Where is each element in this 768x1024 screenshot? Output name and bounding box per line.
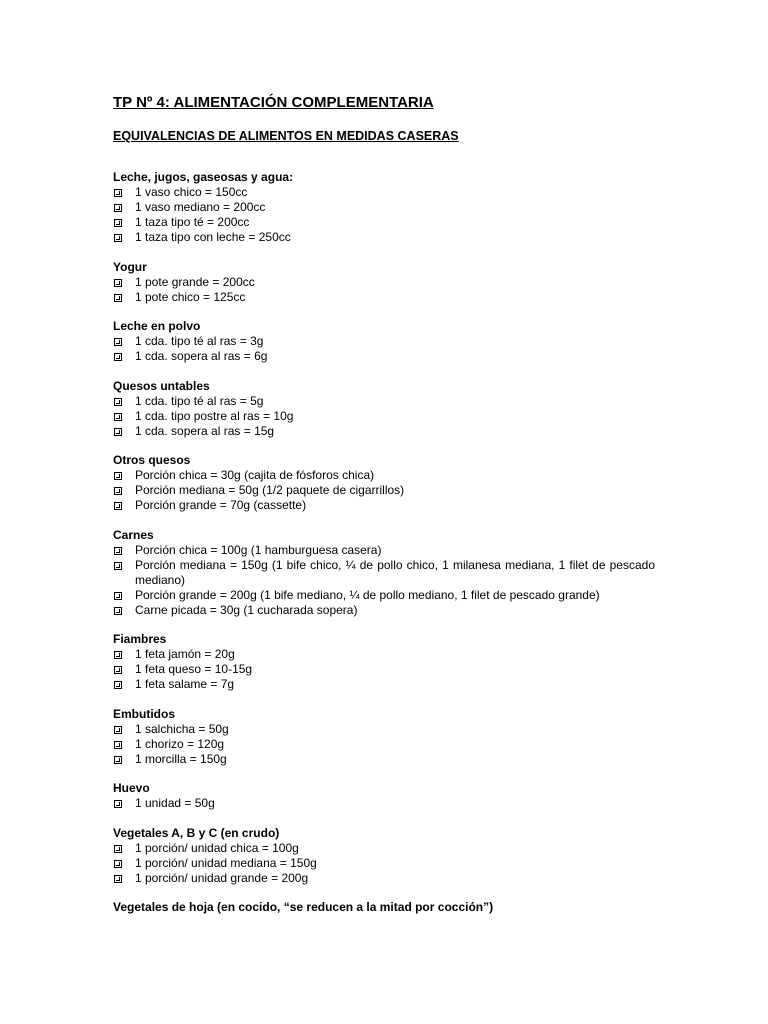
section bbox=[113, 260, 655, 305]
list-item-text: 1 cda. tipo té al ras = 5g bbox=[135, 393, 264, 408]
section-heading: Vegetales de hoja (en cocido, “se reducen a la mitad por cocción”) bbox=[113, 900, 494, 914]
section bbox=[113, 781, 655, 811]
list-item-text: 1 vaso mediano = 200cc bbox=[135, 200, 266, 214]
item-list bbox=[113, 185, 655, 245]
square-bullet-icon bbox=[114, 607, 122, 615]
square-bullet-icon bbox=[114, 875, 122, 883]
list-item-text: Porción mediana = 50g (1/2 paquete de cigarrillos) bbox=[135, 483, 405, 497]
section bbox=[113, 453, 655, 513]
item-list bbox=[113, 334, 655, 364]
square-bullet-icon bbox=[114, 279, 122, 287]
list-item-text: 1 cda. tipo postre al ras = 10g bbox=[135, 408, 294, 423]
list-item bbox=[113, 409, 655, 424]
section bbox=[113, 900, 655, 915]
list-item-text: Porción mediana = 150g (1 bife chico, ¼ de pollo chico, 1 milanesa mediana, 1 filet de pescado mediano) bbox=[135, 557, 655, 587]
document-page bbox=[113, 94, 655, 930]
list-item-text: 1 feta jamón = 20g bbox=[135, 647, 235, 661]
square-bullet-icon bbox=[114, 666, 122, 674]
list-item bbox=[113, 275, 655, 290]
list-item bbox=[113, 722, 655, 737]
list-item bbox=[113, 677, 655, 692]
item-list bbox=[113, 275, 655, 305]
list-item-text: Porción chica = 100g (1 hamburguesa casera) bbox=[135, 542, 382, 557]
section-heading: Yogur bbox=[113, 259, 147, 274]
list-item-text: 1 taza tipo con leche = 250cc bbox=[135, 230, 291, 244]
list-item bbox=[113, 185, 655, 200]
square-bullet-icon bbox=[114, 651, 122, 659]
section bbox=[113, 379, 655, 439]
item-list bbox=[113, 468, 655, 513]
list-item-text: 1 porción/ unidad chica = 100g bbox=[135, 840, 299, 855]
list-item bbox=[113, 468, 655, 483]
list-item bbox=[113, 543, 655, 558]
square-bullet-icon bbox=[114, 681, 122, 689]
section-heading: Fiambres bbox=[113, 632, 167, 646]
list-item bbox=[113, 856, 655, 871]
square-bullet-icon bbox=[114, 860, 122, 868]
list-item-text: Porción chica = 30g (cajita de fósforos chica) bbox=[135, 468, 375, 482]
section bbox=[113, 826, 655, 886]
item-list bbox=[113, 841, 655, 886]
list-item-text: 1 porción/ unidad mediana = 150g bbox=[135, 855, 317, 870]
list-item bbox=[113, 498, 655, 513]
item-list bbox=[113, 647, 655, 692]
square-bullet-icon bbox=[114, 234, 122, 242]
section bbox=[113, 528, 655, 618]
list-item-text: 1 pote chico = 125cc bbox=[135, 289, 246, 304]
list-item bbox=[113, 603, 655, 618]
list-item bbox=[113, 349, 655, 364]
square-bullet-icon bbox=[114, 592, 122, 600]
list-item bbox=[113, 737, 655, 752]
list-item-text: 1 pote grande = 200cc bbox=[135, 274, 255, 289]
sections-container bbox=[113, 170, 655, 915]
square-bullet-icon bbox=[114, 741, 122, 749]
square-bullet-icon bbox=[114, 562, 122, 570]
item-list bbox=[113, 394, 655, 439]
item-list bbox=[113, 722, 655, 767]
list-item bbox=[113, 558, 655, 588]
list-item bbox=[113, 662, 655, 677]
list-item bbox=[113, 752, 655, 767]
list-item bbox=[113, 796, 655, 811]
item-list bbox=[113, 796, 655, 811]
list-item-text: 1 taza tipo té = 200cc bbox=[135, 215, 250, 229]
section-heading: Embutidos bbox=[113, 706, 175, 721]
list-item-text: 1 cda. sopera al ras = 6g bbox=[135, 349, 268, 363]
square-bullet-icon bbox=[114, 398, 122, 406]
list-item-text: 1 salchicha = 50g bbox=[135, 721, 229, 736]
section-heading: Vegetales A, B y C (en crudo) bbox=[113, 825, 280, 840]
square-bullet-icon bbox=[114, 219, 122, 227]
list-item bbox=[113, 424, 655, 439]
section bbox=[113, 170, 655, 245]
list-item-text: 1 porción/ unidad grande = 200g bbox=[135, 870, 309, 885]
list-item bbox=[113, 230, 655, 245]
square-bullet-icon bbox=[114, 338, 122, 346]
section-heading: Huevo bbox=[113, 781, 150, 795]
section-heading: Otros quesos bbox=[113, 453, 191, 467]
section-heading: Carnes bbox=[113, 527, 154, 542]
section bbox=[113, 632, 655, 692]
square-bullet-icon bbox=[114, 472, 122, 480]
list-item-text: 1 cda. sopera al ras = 15g bbox=[135, 423, 275, 438]
square-bullet-icon bbox=[114, 845, 122, 853]
square-bullet-icon bbox=[114, 428, 122, 436]
list-item bbox=[113, 483, 655, 498]
list-item-text: 1 morcilla = 150g bbox=[135, 751, 227, 766]
section bbox=[113, 319, 655, 364]
square-bullet-icon bbox=[114, 487, 122, 495]
square-bullet-icon bbox=[114, 189, 122, 197]
list-item-text: Porción grande = 200g (1 bife mediano, ¼ de pollo mediano, 1 filet de pescado grande) bbox=[135, 587, 600, 602]
square-bullet-icon bbox=[114, 726, 122, 734]
list-item-text: 1 chorizo = 120g bbox=[135, 736, 225, 751]
section-heading: Leche, jugos, gaseosas y agua: bbox=[113, 170, 294, 184]
item-list bbox=[113, 543, 655, 618]
section-heading: Quesos untables bbox=[113, 378, 210, 393]
list-item bbox=[113, 334, 655, 349]
document-subtitle: EQUIVALENCIAS DE ALIMENTOS EN MEDIDAS CASERAS bbox=[113, 129, 459, 143]
square-bullet-icon bbox=[114, 547, 122, 555]
list-item-text: Porción grande = 70g (cassette) bbox=[135, 498, 307, 512]
list-item bbox=[113, 394, 655, 409]
square-bullet-icon bbox=[114, 294, 122, 302]
square-bullet-icon bbox=[114, 204, 122, 212]
list-item-text: 1 unidad = 50g bbox=[135, 796, 215, 810]
list-item-text: 1 vaso chico = 150cc bbox=[135, 185, 248, 199]
list-item bbox=[113, 588, 655, 603]
list-item bbox=[113, 871, 655, 886]
section-heading: Leche en polvo bbox=[113, 319, 201, 333]
list-item bbox=[113, 215, 655, 230]
list-item bbox=[113, 841, 655, 856]
square-bullet-icon bbox=[114, 502, 122, 510]
square-bullet-icon bbox=[114, 353, 122, 361]
square-bullet-icon bbox=[114, 413, 122, 421]
list-item-text: 1 feta salame = 7g bbox=[135, 677, 235, 691]
list-item bbox=[113, 200, 655, 215]
list-item-text: Carne picada = 30g (1 cucharada sopera) bbox=[135, 602, 358, 617]
list-item bbox=[113, 290, 655, 305]
square-bullet-icon bbox=[114, 756, 122, 764]
list-item-text: 1 feta queso = 10-15g bbox=[135, 662, 253, 676]
square-bullet-icon bbox=[114, 800, 122, 808]
document-title: TP Nº 4: ALIMENTACIÓN COMPLEMENTARIA bbox=[113, 94, 434, 111]
list-item-text: 1 cda. tipo té al ras = 3g bbox=[135, 334, 264, 348]
list-item bbox=[113, 647, 655, 662]
section bbox=[113, 707, 655, 767]
